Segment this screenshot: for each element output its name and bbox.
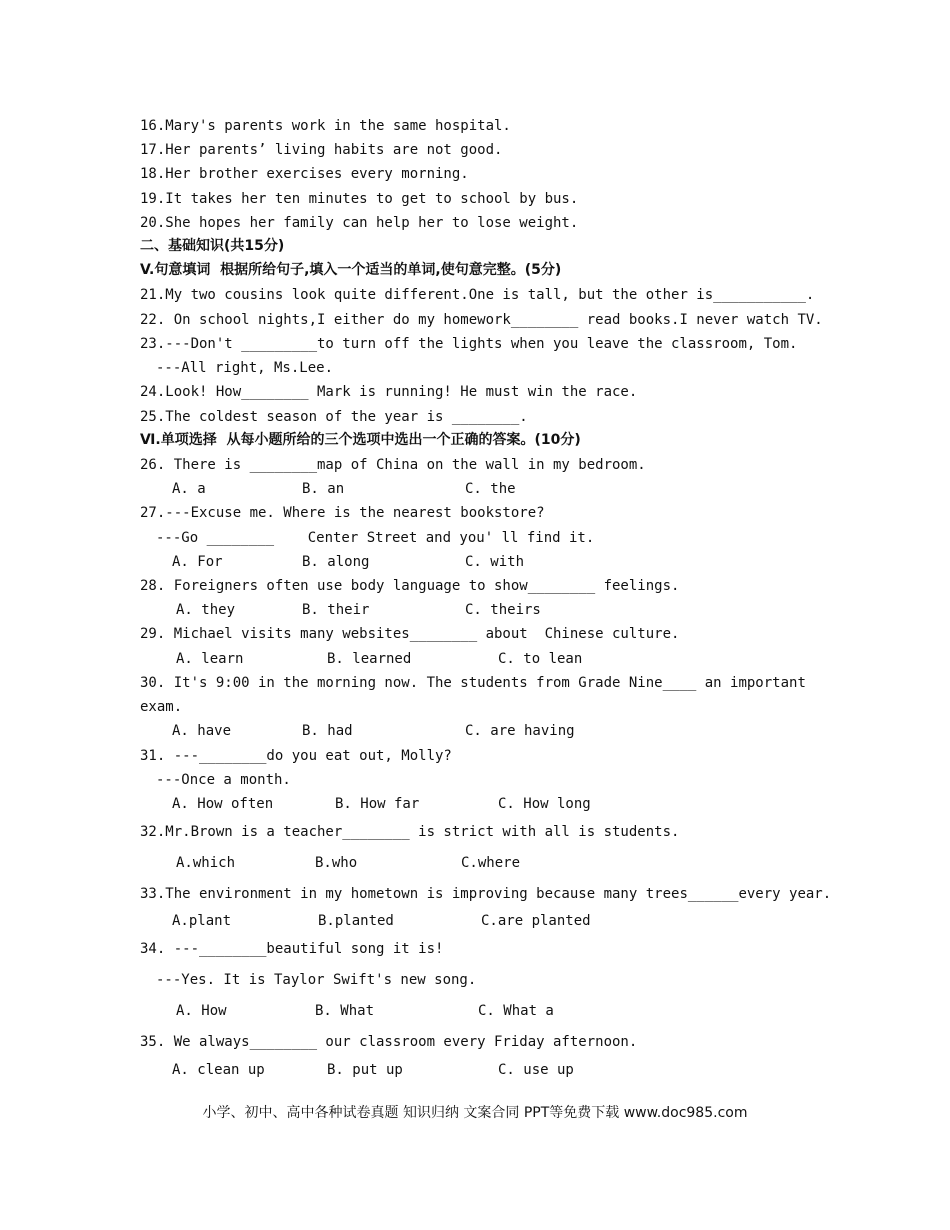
option-b: B. along <box>302 554 370 570</box>
question-25: 25.The coldest season of the year is ________. <box>140 409 528 425</box>
question-22: 22. On school nights,I either do my homework________ read books.I never watch TV. <box>140 312 823 328</box>
question-27-reply: ---Go ________ Center Street and you' ll find it. <box>156 530 595 546</box>
section-2-title: 二、基础知识(共15分) <box>140 238 285 254</box>
option-c: C. How long <box>498 796 591 812</box>
option-c: C. to lean <box>498 651 583 667</box>
option-a: A. have <box>172 723 232 739</box>
option-a: A. For <box>172 554 223 570</box>
option-c: C.where <box>461 855 521 871</box>
question-23: 23.---Don't _________to turn off the lights when you leave the classroom, Tom. <box>140 336 798 352</box>
question-24: 24.Look! How________ Mark is running! He must win the race. <box>140 384 638 400</box>
statement-19: 19.It takes her ten minutes to get to school by bus. <box>140 191 579 207</box>
option-b: B. learned <box>327 651 412 667</box>
option-b: B. How far <box>335 796 420 812</box>
option-c: C. theirs <box>465 602 541 618</box>
option-b: B. had <box>302 723 353 739</box>
option-b: B. put up <box>327 1062 403 1078</box>
question-32: 32.Mr.Brown is a teacher________ is strict with all is students. <box>140 824 680 840</box>
option-b: B. their <box>302 602 370 618</box>
question-30: 30. It's 9:00 in the morning now. The students from Grade Nine____ an important <box>140 675 806 691</box>
page-footer: 小学、初中、高中各种试卷真题 知识归纳 文案合同 PPT等免费下载 www.doc985.com <box>202 1105 748 1121</box>
statement-17: 17.Her parents’ living habits are not good. <box>140 142 503 158</box>
option-c: C. are having <box>465 723 575 739</box>
option-a: A. a <box>172 481 206 497</box>
option-b: B.who <box>315 855 358 871</box>
question-35: 35. We always________ our classroom every Friday afternoon. <box>140 1034 638 1050</box>
section-v-title: V.句意填词 根据所给句子,填入一个适当的单词,使句意完整。(5分) <box>140 262 562 278</box>
option-c: C.are planted <box>481 913 591 929</box>
option-a: A. clean up <box>172 1062 265 1078</box>
question-34-reply: ---Yes. It is Taylor Swift's new song. <box>156 972 477 988</box>
question-30-cont: exam. <box>140 699 183 715</box>
section-vi-title: Ⅵ.单项选择 从每小题所给的三个选项中选出一个正确的答案。(10分) <box>140 432 581 448</box>
question-29: 29. Michael visits many websites________ about Chinese culture. <box>140 626 680 642</box>
statement-16: 16.Mary's parents work in the same hospital. <box>140 118 511 134</box>
option-a: A. How <box>176 1003 227 1019</box>
option-a: A.which <box>176 855 236 871</box>
question-31-reply: ---Once a month. <box>156 772 291 788</box>
question-21: 21.My two cousins look quite different.One is tall, but the other is___________. <box>140 287 815 303</box>
question-26: 26. There is ________map of China on the wall in my bedroom. <box>140 457 646 473</box>
option-a: A. learn <box>176 651 244 667</box>
option-a: A.plant <box>172 913 232 929</box>
question-33: 33.The environment in my hometown is improving because many trees______every year. <box>140 886 832 902</box>
statement-18: 18.Her brother exercises every morning. <box>140 166 469 182</box>
option-b: B. an <box>302 481 345 497</box>
option-c: C. the <box>465 481 516 497</box>
question-27: 27.---Excuse me. Where is the nearest bookstore? <box>140 505 545 521</box>
option-c: C. What a <box>478 1003 554 1019</box>
question-31: 31. ---________do you eat out, Molly? <box>140 748 452 764</box>
statement-20: 20.She hopes her family can help her to lose weight. <box>140 215 579 231</box>
question-23-reply: ---All right, Ms.Lee. <box>156 360 334 376</box>
option-c: C. use up <box>498 1062 574 1078</box>
question-28: 28. Foreigners often use body language to show________ feelings. <box>140 578 680 594</box>
option-c: C. with <box>465 554 525 570</box>
option-a: A. How often <box>172 796 274 812</box>
option-a: A. they <box>176 602 236 618</box>
option-b: B.planted <box>318 913 394 929</box>
option-b: B. What <box>315 1003 375 1019</box>
question-34: 34. ---________beautiful song it is! <box>140 941 444 957</box>
